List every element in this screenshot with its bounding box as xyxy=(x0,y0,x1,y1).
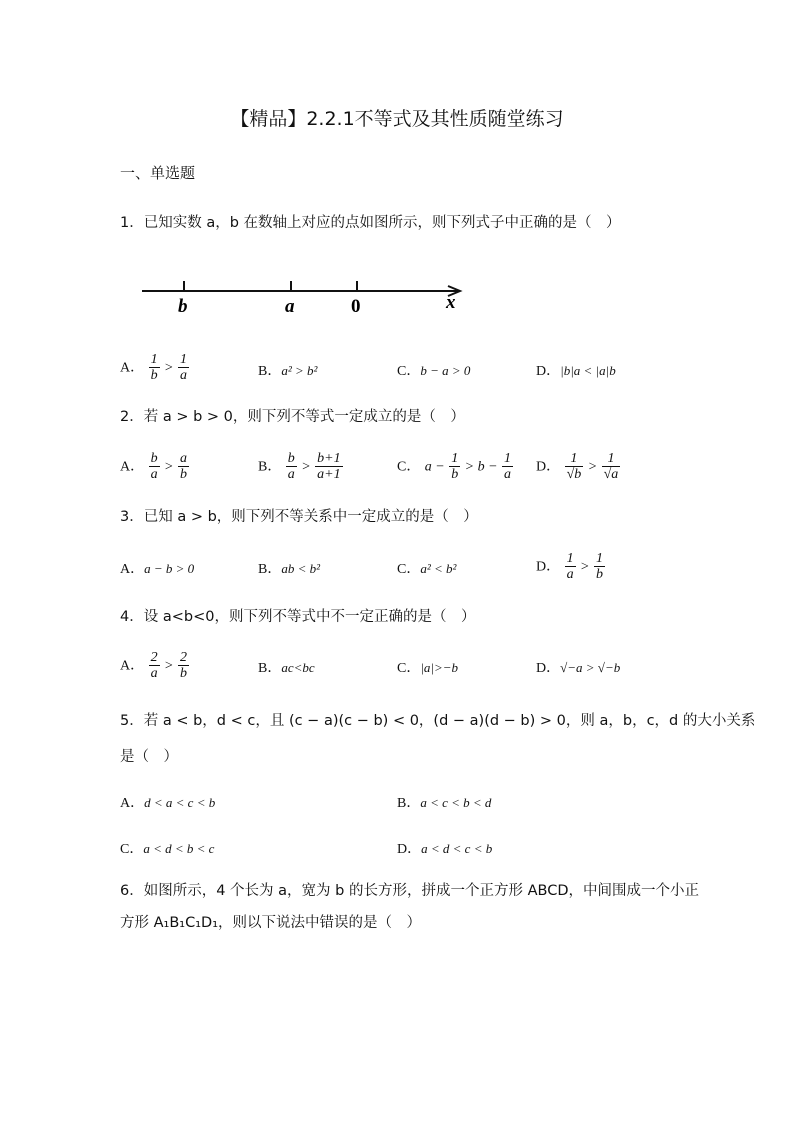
q5-option-b[interactable]: B．a < c < b < d xyxy=(397,795,492,811)
q1-option-b[interactable]: B．a² > b² xyxy=(258,363,318,379)
point-label-a: a xyxy=(285,296,295,316)
q3-stem: 3．已知 a > b，则下列不等关系中一定成立的是（ ） xyxy=(120,509,478,525)
q1-option-a[interactable]: A． $\frac{1}{b}$ > $\frac{1}{a}$ xyxy=(120,352,187,383)
q5-option-d[interactable]: D．a < d < c < b xyxy=(397,841,493,857)
document-title: 【精品】2.2.1不等式及其性质随堂练习 xyxy=(230,108,564,130)
q4-option-d[interactable]: D．√−a > √−b xyxy=(536,660,621,676)
q3-option-c[interactable]: C．a² < b² xyxy=(397,561,457,577)
q5-stem-line1: 5．若 a < b，d < c，且 (c − a)(c − b) < 0，(d − a)(d − b) > 0，则 a，b，c，d 的大小关系 xyxy=(120,713,756,729)
q5-option-a[interactable]: A．d < a < c < b xyxy=(120,795,216,811)
q1-option-d[interactable]: D．|b|a < |a|b xyxy=(536,363,616,379)
q1-stem: 1．已知实数 a，b 在数轴上对应的点如图所示，则下列式子中正确的是（ ） xyxy=(120,215,621,231)
section-heading: 一、单选题 xyxy=(120,164,196,182)
q5-stem-line2: 是（ ） xyxy=(120,749,178,765)
point-label-b: b xyxy=(178,296,188,316)
q6-stem-line1: 6．如图所示，4 个长为 a，宽为 b 的长方形，拼成一个正方形 ABCD，中间围成一个小正 xyxy=(120,883,699,899)
q2-option-a[interactable]: A． $\frac{b}{a}$ > $\frac{a}{b}$ xyxy=(120,451,187,482)
point-label-zero: 0 xyxy=(351,296,361,316)
q5-option-c[interactable]: C．a < d < b < c xyxy=(120,841,215,857)
q3-option-a[interactable]: A．a − b > 0 xyxy=(120,561,195,577)
q2-stem: 2．若 a > b > 0，则下列不等式一定成立的是（ ） xyxy=(120,409,465,425)
q1-option-c[interactable]: C．b − a > 0 xyxy=(397,363,471,379)
q4-option-b[interactable]: B．ac<bc xyxy=(258,660,315,676)
q2-option-d[interactable]: D． $\frac{1}{√b}$ > $\frac{1}{√a}$ xyxy=(536,451,619,482)
axis-label-x: x xyxy=(446,292,456,313)
q4-option-c[interactable]: C．|a|>−b xyxy=(397,660,459,676)
q6-stem-line2: 方形 A₁B₁C₁D₁，则以下说法中错误的是（ ） xyxy=(120,915,422,931)
q3-option-b[interactable]: B．ab < b² xyxy=(258,561,321,577)
q2-option-c[interactable]: C． a − $\frac{1}{b}$ > b − $\frac{1}{a}$ xyxy=(397,451,512,482)
q4-option-a[interactable]: A． $\frac{2}{a}$ > $\frac{2}{b}$ xyxy=(120,650,187,681)
q2-option-b[interactable]: B． $\frac{b}{a}$ > $\frac{b+1}{a+1}$ xyxy=(258,451,341,482)
q4-stem: 4．设 a<b<0，则下列不等式中不一定正确的是（ ） xyxy=(120,609,476,625)
number-line-figure xyxy=(140,276,465,316)
q3-option-d[interactable]: D． $\frac{1}{a}$ > $\frac{1}{b}$ xyxy=(536,551,603,582)
